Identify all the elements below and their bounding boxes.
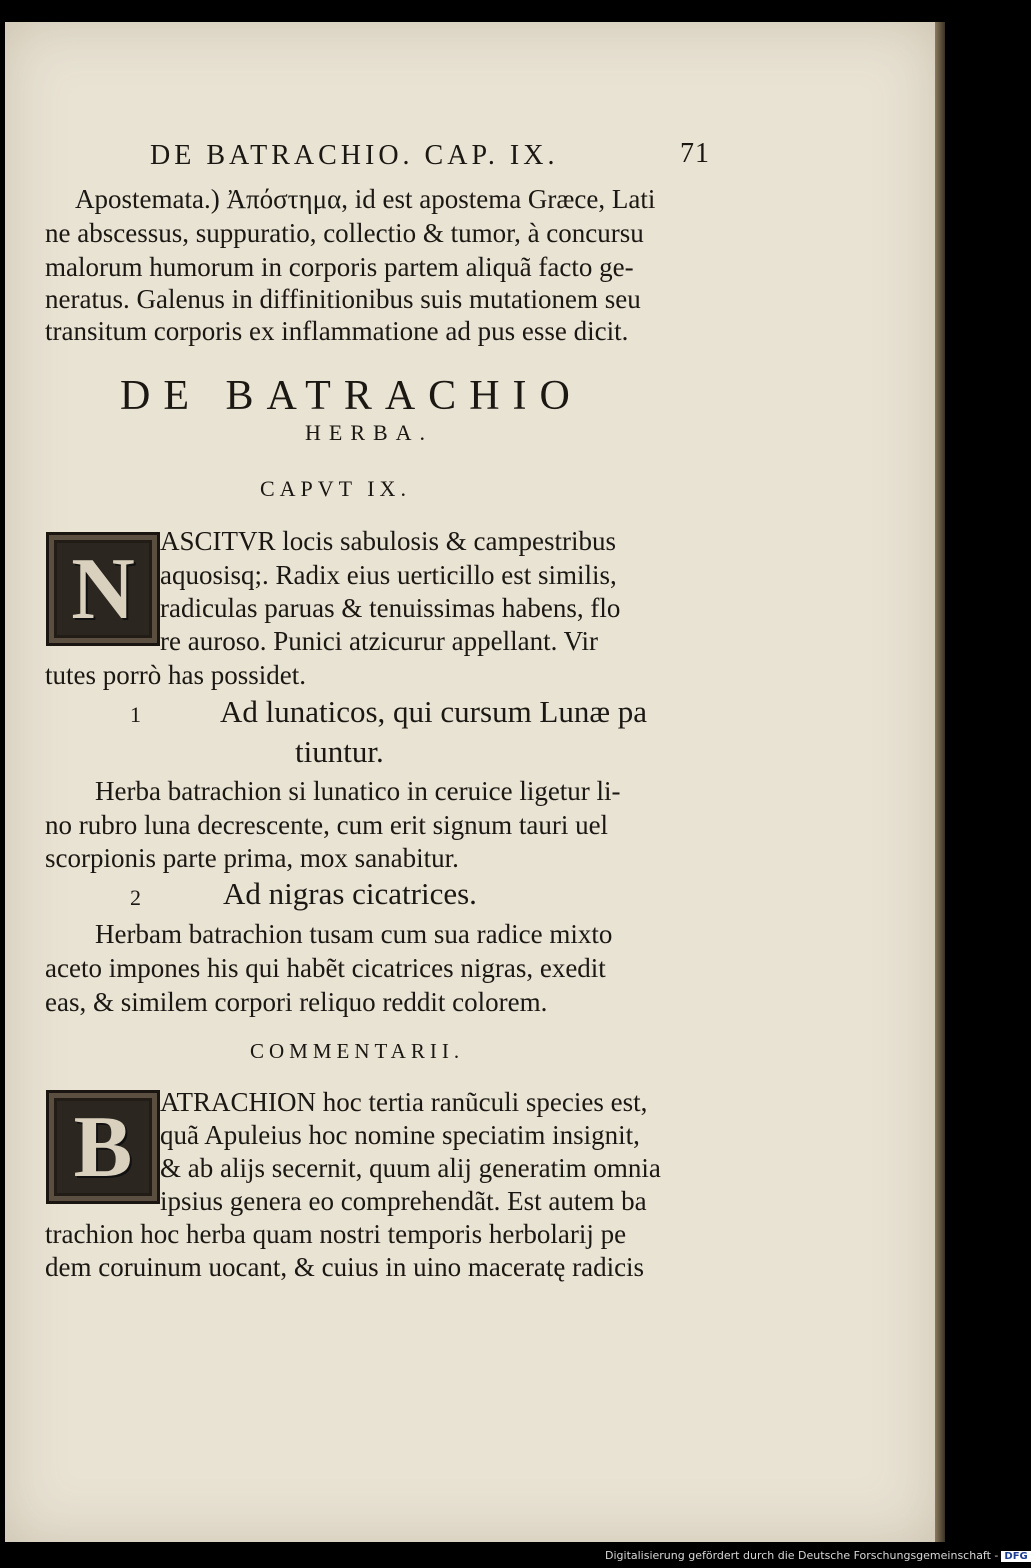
- text-line: re auroso. Punici atzicurur appellant. Vir: [160, 626, 598, 656]
- remedy-heading: Ad lunaticos, qui cursum Lunæ pa: [220, 694, 648, 729]
- text-line: trachion hoc herba quam nostri temporis herbolarij pe: [45, 1219, 627, 1249]
- book-page: [5, 22, 935, 1542]
- text-line: tutes porrò has possidet.: [45, 660, 306, 690]
- text-line: ipsius genera eo comprehendãt. Est autem ba: [160, 1186, 647, 1216]
- running-head-title: DE BATRACHIO. CAP. IX.: [150, 140, 559, 171]
- dfg-logo: DFG: [1001, 1551, 1030, 1562]
- text-line: no rubro luna decrescente, cum erit signum tauri uel: [45, 810, 609, 840]
- text-line: ATRACHION hoc tertia ranũculi species est,: [160, 1087, 648, 1117]
- text-line: Apostemata.) Ἀπόστημα, id est apostema Græce, Lati: [75, 184, 656, 214]
- text-line: aquosisq;. Radix eius uerticillo est similis,: [160, 560, 617, 590]
- chapter-number: CAPVT IX.: [260, 476, 411, 501]
- text-line: neratus. Galenus in diffinitionibus suis mutationem seu: [45, 284, 641, 314]
- page-edge: [935, 22, 945, 1542]
- decorated-initial: [46, 1090, 160, 1204]
- remedy-heading: Ad nigras cicatrices.: [223, 876, 477, 911]
- text-line: aceto impones his qui habẽt cicatrices nigras, exedit: [45, 953, 606, 983]
- text-line: scorpionis parte prima, mox sanabitur.: [45, 843, 459, 873]
- chapter-subtitle: HERBA.: [305, 420, 434, 445]
- text-line: eas, & similem corpori reliquo reddit colorem.: [45, 987, 548, 1017]
- chapter-title: DE BATRACHIO: [120, 373, 583, 419]
- footer-text: Digitalisierung gefördert durch die Deutsche Forschungsgemeinschaft -: [605, 1549, 999, 1562]
- running-head: [150, 140, 710, 172]
- initial-letter: N: [71, 540, 135, 638]
- text-line: Herbam batrachion tusam cum sua radice mixto: [95, 919, 613, 949]
- commentarii-heading: COMMENTARII.: [250, 1039, 465, 1063]
- text-line: dem coruinum uocant, & cuius in uino maceratę radicis: [45, 1252, 645, 1282]
- text-line: ne abscessus, suppuratio, collectio & tumor, à concursu: [45, 218, 644, 248]
- text-line: quã Apuleius hoc nomine speciatim insignit,: [160, 1120, 640, 1150]
- text-line: radiculas paruas & tenuissimas habens, flo: [160, 593, 621, 623]
- text-line: & ab alijs secernit, quum alij generatim omnia: [160, 1153, 661, 1183]
- page-number: 71: [680, 138, 710, 169]
- text-line: Herba batrachion si lunatico in ceruice ligetur li-: [95, 776, 621, 806]
- footer-credit: [605, 1549, 1031, 1562]
- remedy-number: 1: [130, 702, 141, 727]
- text-line: transitum corporis ex inflammatione ad pus esse dicit.: [45, 316, 629, 346]
- remedy-heading: tiuntur.: [295, 734, 384, 769]
- initial-letter: B: [73, 1098, 133, 1196]
- decorated-initial: [46, 532, 160, 646]
- text-line: ASCITVR locis sabulosis & campestribus: [160, 526, 616, 556]
- page-text: [5, 22, 935, 1542]
- text-line: malorum humorum in corporis partem aliquã facto ge-: [45, 252, 634, 282]
- remedy-number: 2: [130, 885, 141, 910]
